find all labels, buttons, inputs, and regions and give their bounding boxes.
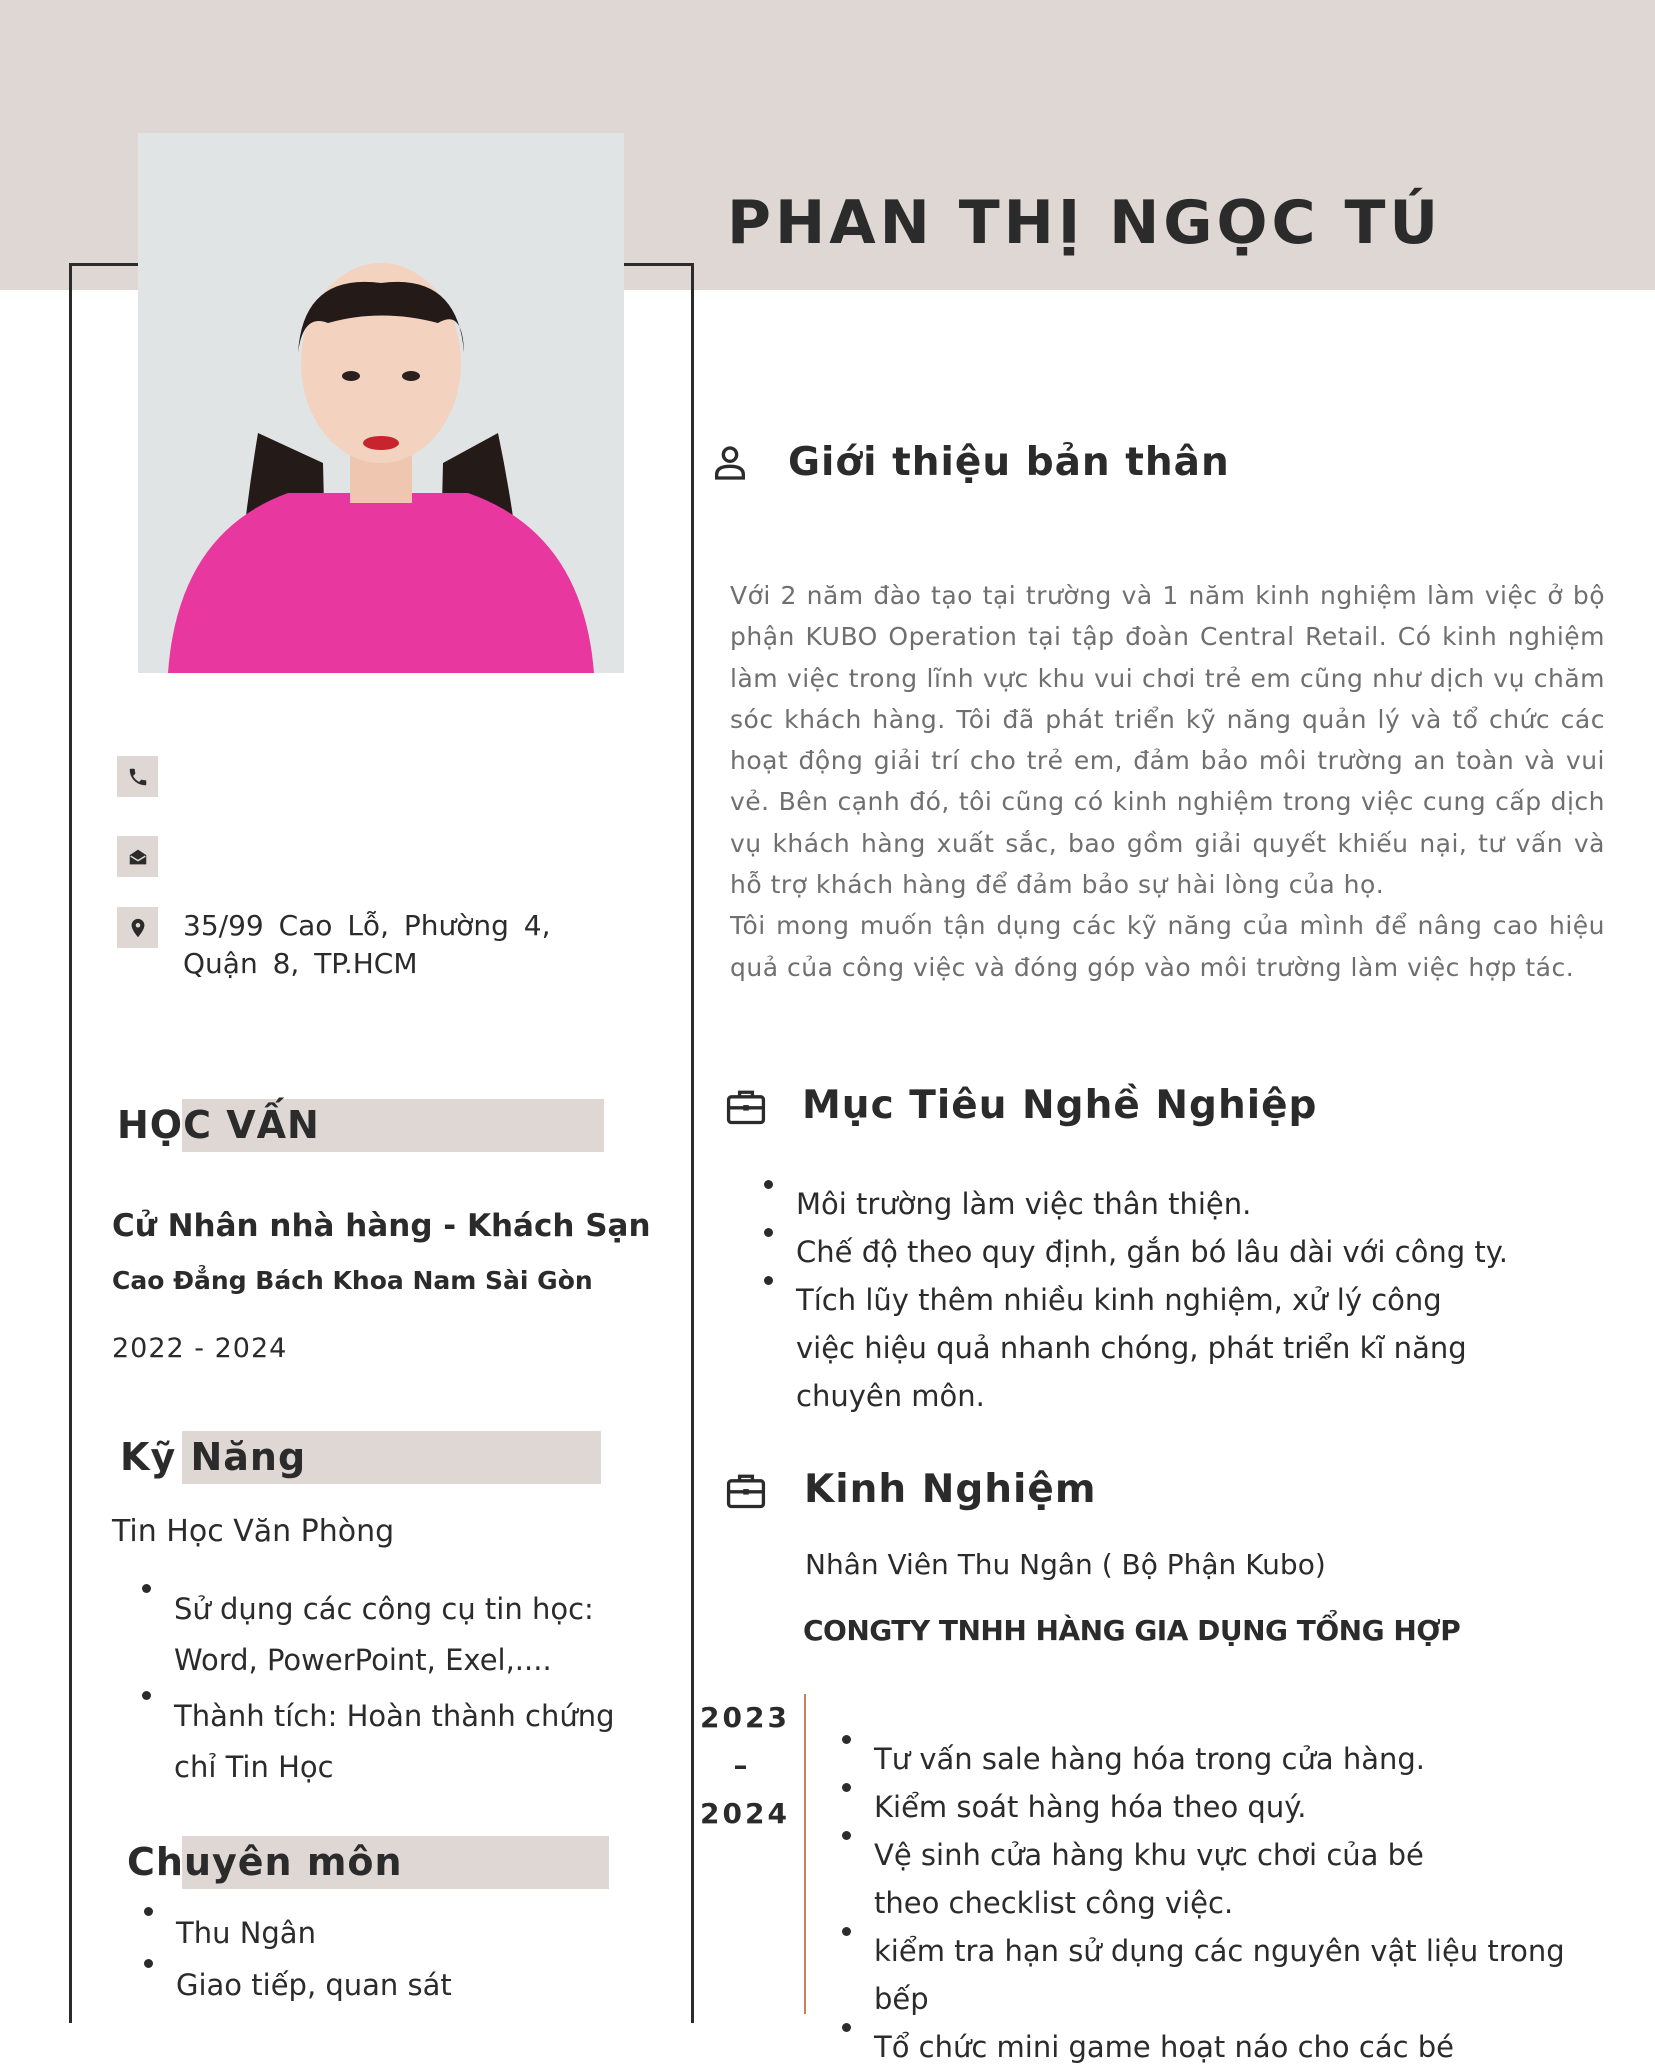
address-value: 35/99 Cao Lỗ, Phường 4, Quận 8, TP.HCM [183, 909, 551, 980]
year-end: 2024 [700, 1797, 790, 1830]
list-item: Môi trường làm việc thân thiện. [756, 1180, 1516, 1228]
list-item: kiểm tra hạn sử dụng các nguyên vật liệu trong bếp [834, 1927, 1624, 2023]
objective-list [756, 1180, 1516, 1420]
list-item: Tổ chức mini game hoạt náo cho các bé [834, 2023, 1624, 2071]
skills-list [134, 1584, 654, 1793]
objective-heading-text: Mục Tiêu Nghề Nghiệp [802, 1083, 1318, 1128]
education-degree: Cử Nhân nhà hàng - Khách Sạn [112, 1208, 651, 1244]
year-separator: – [733, 1749, 751, 1782]
experience-company: CONGTY TNHH HÀNG GIA DỤNG TỔNG HỢP [803, 1614, 1461, 1647]
education-heading-text: HỌC VẤN [117, 1103, 320, 1147]
objective-heading [723, 1083, 1317, 1128]
specialty-list [136, 1907, 656, 2011]
experience-heading-text: Kinh Nghiệm [804, 1467, 1097, 1512]
intro-heading-text: Giới thiệu bản thân [788, 440, 1230, 485]
list-item: Thành tích: Hoàn thành chứng chỉ Tin Học [134, 1691, 654, 1793]
skills-heading-text: Kỹ Năng [120, 1435, 307, 1479]
profile-photo [138, 133, 624, 673]
list-item: Chế độ theo quy định, gắn bó lâu dài với công ty. [756, 1228, 1516, 1276]
specialty-heading-text: Chuyên môn [127, 1840, 403, 1884]
list-item: Thu Ngân [136, 1907, 656, 1959]
experience-heading [723, 1467, 1096, 1512]
timeline-line [804, 1694, 806, 2014]
contact-email [117, 836, 578, 877]
intro-text: Với 2 năm đào tạo tại trường và 1 năm kinh nghiệm làm việc ở bộ phận KUBO Operation tại tập đoàn Central Retail. Có kinh nghiệm làm việc trong lĩnh vực khu vui chơi trẻ em cũng như dịch vụ chăm sóc khách hàng. Tôi đã phát triển kỹ năng quản lý và tổ chức các hoạt động giải trí cho trẻ em, đảm bảo môi trường an toàn và vui vẻ. Bên cạnh đó, tôi cũng có kinh nghiệm trong việc cung cấp dịch vụ khách hàng xuất sắc, bao gồm giải quyết khiếu nại, tư vấn và hỗ trợ khách hàng để đảm bảo sự hài lòng của họ. Tôi mong muốn tận dụng các kỹ năng của mình để nâng cao hiệu quả của công việc và đóng góp vào môi trường làm việc hợp tác. [730, 581, 1605, 982]
experience-years [700, 1694, 790, 1838]
skills-title: Tin Học Văn Phòng [112, 1514, 395, 1549]
list-item: Sử dụng các công cụ tin học: Word, PowerPoint, Exel,.... [134, 1584, 654, 1686]
contact-address [117, 907, 578, 983]
list-item: Tích lũy thêm nhiều kinh nghiệm, xử lý công việc hiệu quả nhanh chóng, phát triển kĩ năng chuyên môn. [756, 1276, 1486, 1420]
education-years: 2022 - 2024 [112, 1333, 288, 1364]
list-item: Giao tiếp, quan sát [136, 1959, 656, 2011]
experience-list [834, 1735, 1624, 2071]
list-item: Tư vấn sale hàng hóa trong cửa hàng. [834, 1735, 1624, 1783]
map-pin-icon [117, 907, 158, 948]
phone-icon [117, 756, 158, 797]
year-start: 2023 [700, 1701, 790, 1734]
skills-heading [120, 1431, 601, 1484]
specialty-heading [127, 1836, 609, 1889]
education-school: Cao Đẳng Bách Khoa Nam Sài Gòn [112, 1266, 593, 1295]
contact-phone [117, 756, 578, 797]
briefcase-icon [723, 1084, 769, 1128]
list-item: Vệ sinh cửa hàng khu vực chơi của bé theo checklist công việc. [834, 1831, 1484, 1927]
candidate-name: PHAN THỊ NGỌC TÚ [727, 188, 1443, 258]
envelope-icon [117, 836, 158, 877]
briefcase-icon [723, 1468, 769, 1512]
intro-heading [710, 440, 1230, 485]
education-heading [117, 1099, 604, 1152]
list-item: Kiểm soát hàng hóa theo quý. [834, 1783, 1624, 1831]
experience-role: Nhân Viên Thu Ngân ( Bộ Phận Kubo) [805, 1548, 1326, 1581]
user-icon [710, 443, 750, 483]
